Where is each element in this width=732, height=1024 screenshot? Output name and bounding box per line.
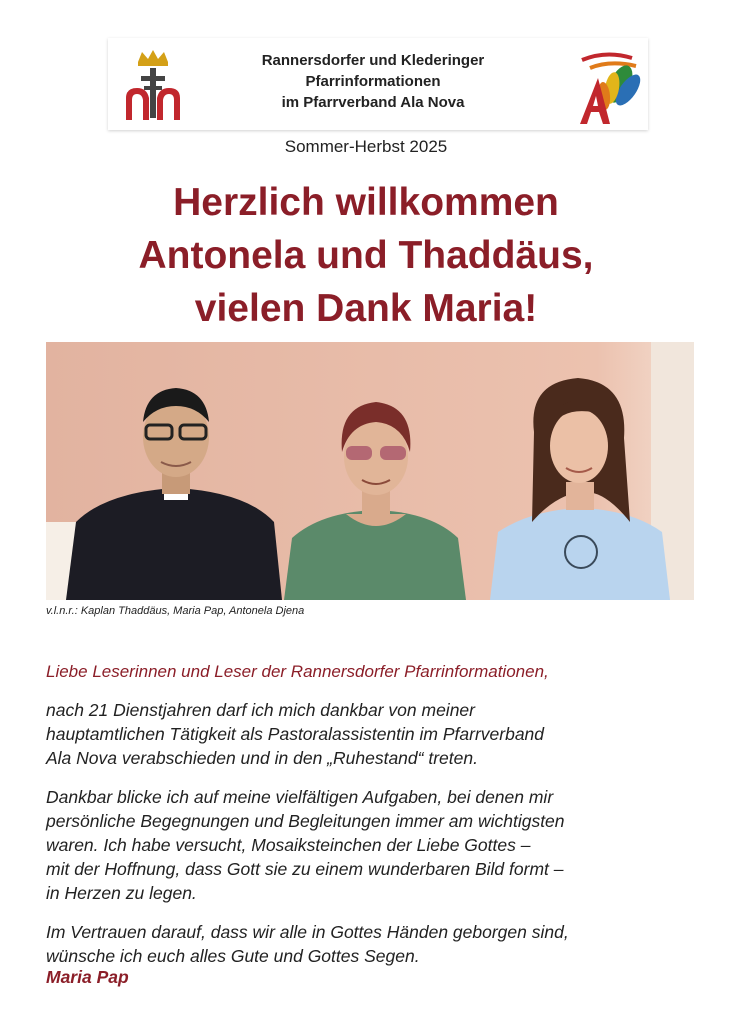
paragraph-line: Im Vertrauen darauf, dass wir alle in Gottes Händen geborgen sind, bbox=[46, 922, 569, 942]
header-line-3: im Pfarrverband Ala Nova bbox=[281, 94, 465, 111]
photo-caption: v.l.n.r.: Kaplan Thaddäus, Maria Pap, Antonela Djena bbox=[46, 605, 305, 617]
paragraph-line: Dankbar blicke ich auf meine vielfältigen Aufgaben, bei denen mir bbox=[46, 787, 554, 807]
paragraph-line: waren. Ich habe versucht, Mosaiksteinchen der Liebe Gottes – bbox=[46, 835, 531, 855]
headline-line-2: Antonela und Thaddäus, bbox=[138, 234, 594, 277]
paragraph-line: hauptamtlichen Tätigkeit als Pastoralassistentin im Pfarrverband bbox=[46, 724, 545, 744]
paragraph-line: Ala Nova verabschieden und in den „Ruhestand“ treten. bbox=[46, 748, 478, 768]
paragraph-line: in Herzen zu legen. bbox=[46, 883, 197, 903]
letter-paragraph-3 bbox=[46, 920, 696, 968]
newsletter-title bbox=[208, 50, 538, 113]
ala-nova-logo-icon bbox=[576, 50, 644, 126]
header-line-2: Pfarrinformationen bbox=[305, 73, 441, 90]
group-photo-illustration bbox=[46, 342, 694, 600]
letter-paragraph-1 bbox=[46, 698, 696, 770]
paragraph-line: persönliche Begegnungen und Begleitungen immer am wichtigsten bbox=[46, 811, 565, 831]
newsletter-header bbox=[108, 38, 648, 130]
group-photo bbox=[46, 342, 694, 600]
header-line-1: Rannersdorfer und Klederinger bbox=[261, 52, 485, 69]
headline-line-1: Herzlich willkommen bbox=[173, 181, 559, 224]
paragraph-line: mit der Hoffnung, dass Gott sie zu einem wunderbaren Bild formt – bbox=[46, 859, 564, 879]
letter-paragraph-2 bbox=[46, 785, 696, 905]
letter-signature: Maria Pap bbox=[46, 967, 129, 987]
page-headline bbox=[0, 176, 732, 335]
paragraph-line: nach 21 Dienstjahren darf ich mich dankbar von meiner bbox=[46, 700, 475, 720]
letter-greeting: Liebe Leserinnen und Leser der Rannersdorfer Pfarrinformationen, bbox=[46, 662, 549, 681]
parish-cross-logo-icon bbox=[120, 48, 186, 124]
headline-line-3: vielen Dank Maria! bbox=[194, 287, 538, 330]
issue-season: Sommer-Herbst 2025 bbox=[284, 137, 448, 156]
paragraph-line: wünsche ich euch alles Gute und Gottes Segen. bbox=[46, 946, 420, 966]
